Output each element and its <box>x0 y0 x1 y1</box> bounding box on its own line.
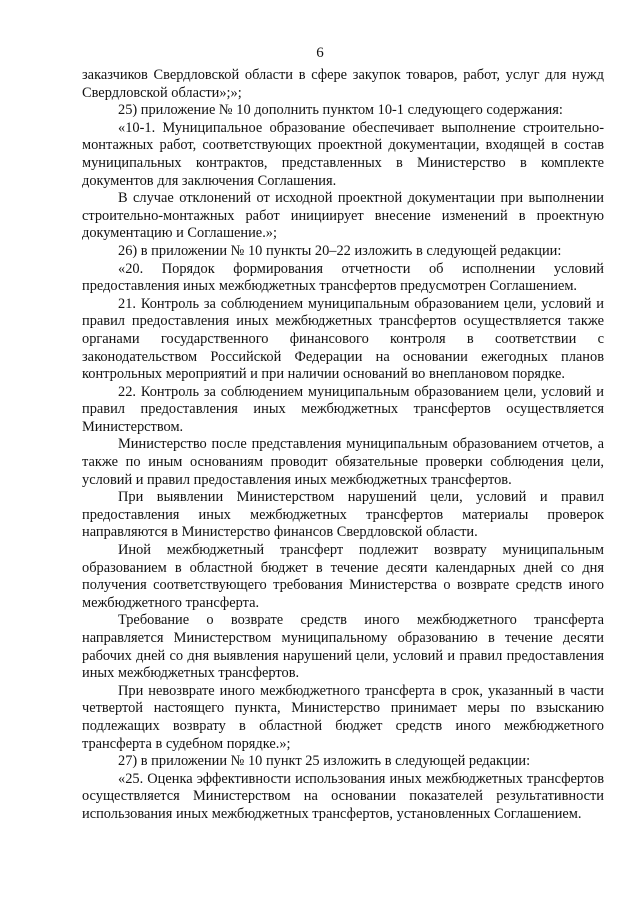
paragraph: «10-1. Муниципальное образование обеспечивает выполнение строительно-монтажных работ, соответствующих проектной документации, входящей в состав муниципальных контрактов, представленных в Министерство в комплекте документов для заключения Соглашения. <box>82 119 604 189</box>
paragraph: 22. Контроль за соблюдением муниципальным образованием цели, условий и правил предоставления иных межбюджетных трансфертов осуществляется Министерством. <box>82 383 604 435</box>
paragraph: В случае отклонений от исходной проектной документации при выполнении строительно-монтажных работ инициирует внесение изменений в проектную документацию и Соглашение.»; <box>82 190 604 242</box>
document-body <box>82 67 604 824</box>
paragraph: «20. Порядок формирования отчетности об исполнении условий предоставления иных межбюджетных трансфертов предусмотрен Соглашением. <box>82 260 604 295</box>
paragraph: 25) приложение № 10 дополнить пунктом 10-1 следующего содержания: <box>118 102 563 119</box>
paragraph: Иной межбюджетный трансферт подлежит возврату муниципальным образованием в областной бюджет в течение десяти календарных дней со дня получения соответствующего требования Министерства о возврате средств иного межбюджетного трансферта. <box>82 542 604 611</box>
paragraph: заказчиков Свердловской области в сфере закупок товаров, работ, услуг для нужд Свердловской области»;»; <box>82 67 604 101</box>
page-number: 6 <box>316 45 324 61</box>
paragraph: При выявлении Министерством нарушений цели, условий и правил предоставления иных межбюджетных трансфертов материалы проверок направляются в Министерство финансов Свердловской области. <box>82 489 604 541</box>
paragraph: 21. Контроль за соблюдением муниципальным образованием цели, условий и правил предоставления иных межбюджетных трансфертов осуществляется также органами государственного финансового контроля в соответствии с законодательством Российской Федерации на основании ежегодных планов контрольных мероприятий и при наличии оснований во внеплановом порядке. <box>82 295 604 383</box>
paragraph: 26) в приложении № 10 пункты 20–22 изложить в следующей редакции: <box>118 242 562 259</box>
paragraph: При невозврате иного межбюджетного трансферта в срок, указанный в части четвертой настоящего пункта, Министерство принимает меры по взысканию подлежащих возврату в областной бюджет средств иного межбюджетного трансферта в судебном порядке.»; <box>82 682 604 752</box>
paragraph: «25. Оценка эффективности использования иных межбюджетных трансфертов осуществляется Министерством на основании показателей результативности использования иных межбюджетных трансфертов, установленных Соглашением. <box>82 770 604 822</box>
paragraph: 27) в приложении № 10 пункт 25 изложить в следующей редакции: <box>118 753 531 770</box>
paragraph: Министерство после представления муниципальным образованием отчетов, а также по иным основаниям проводит обязательные проверки соблюдения цели, условий и правил предоставления иных межбюджетных трансфертов. <box>82 436 604 488</box>
paragraph: Требование о возврате средств иного межбюджетного трансферта направляется Министерством муниципальному образованию в течение десяти рабочих дней со дня выявления нарушений цели, условий и правил предоставления иных межбюджетных трансфертов. <box>82 612 604 682</box>
